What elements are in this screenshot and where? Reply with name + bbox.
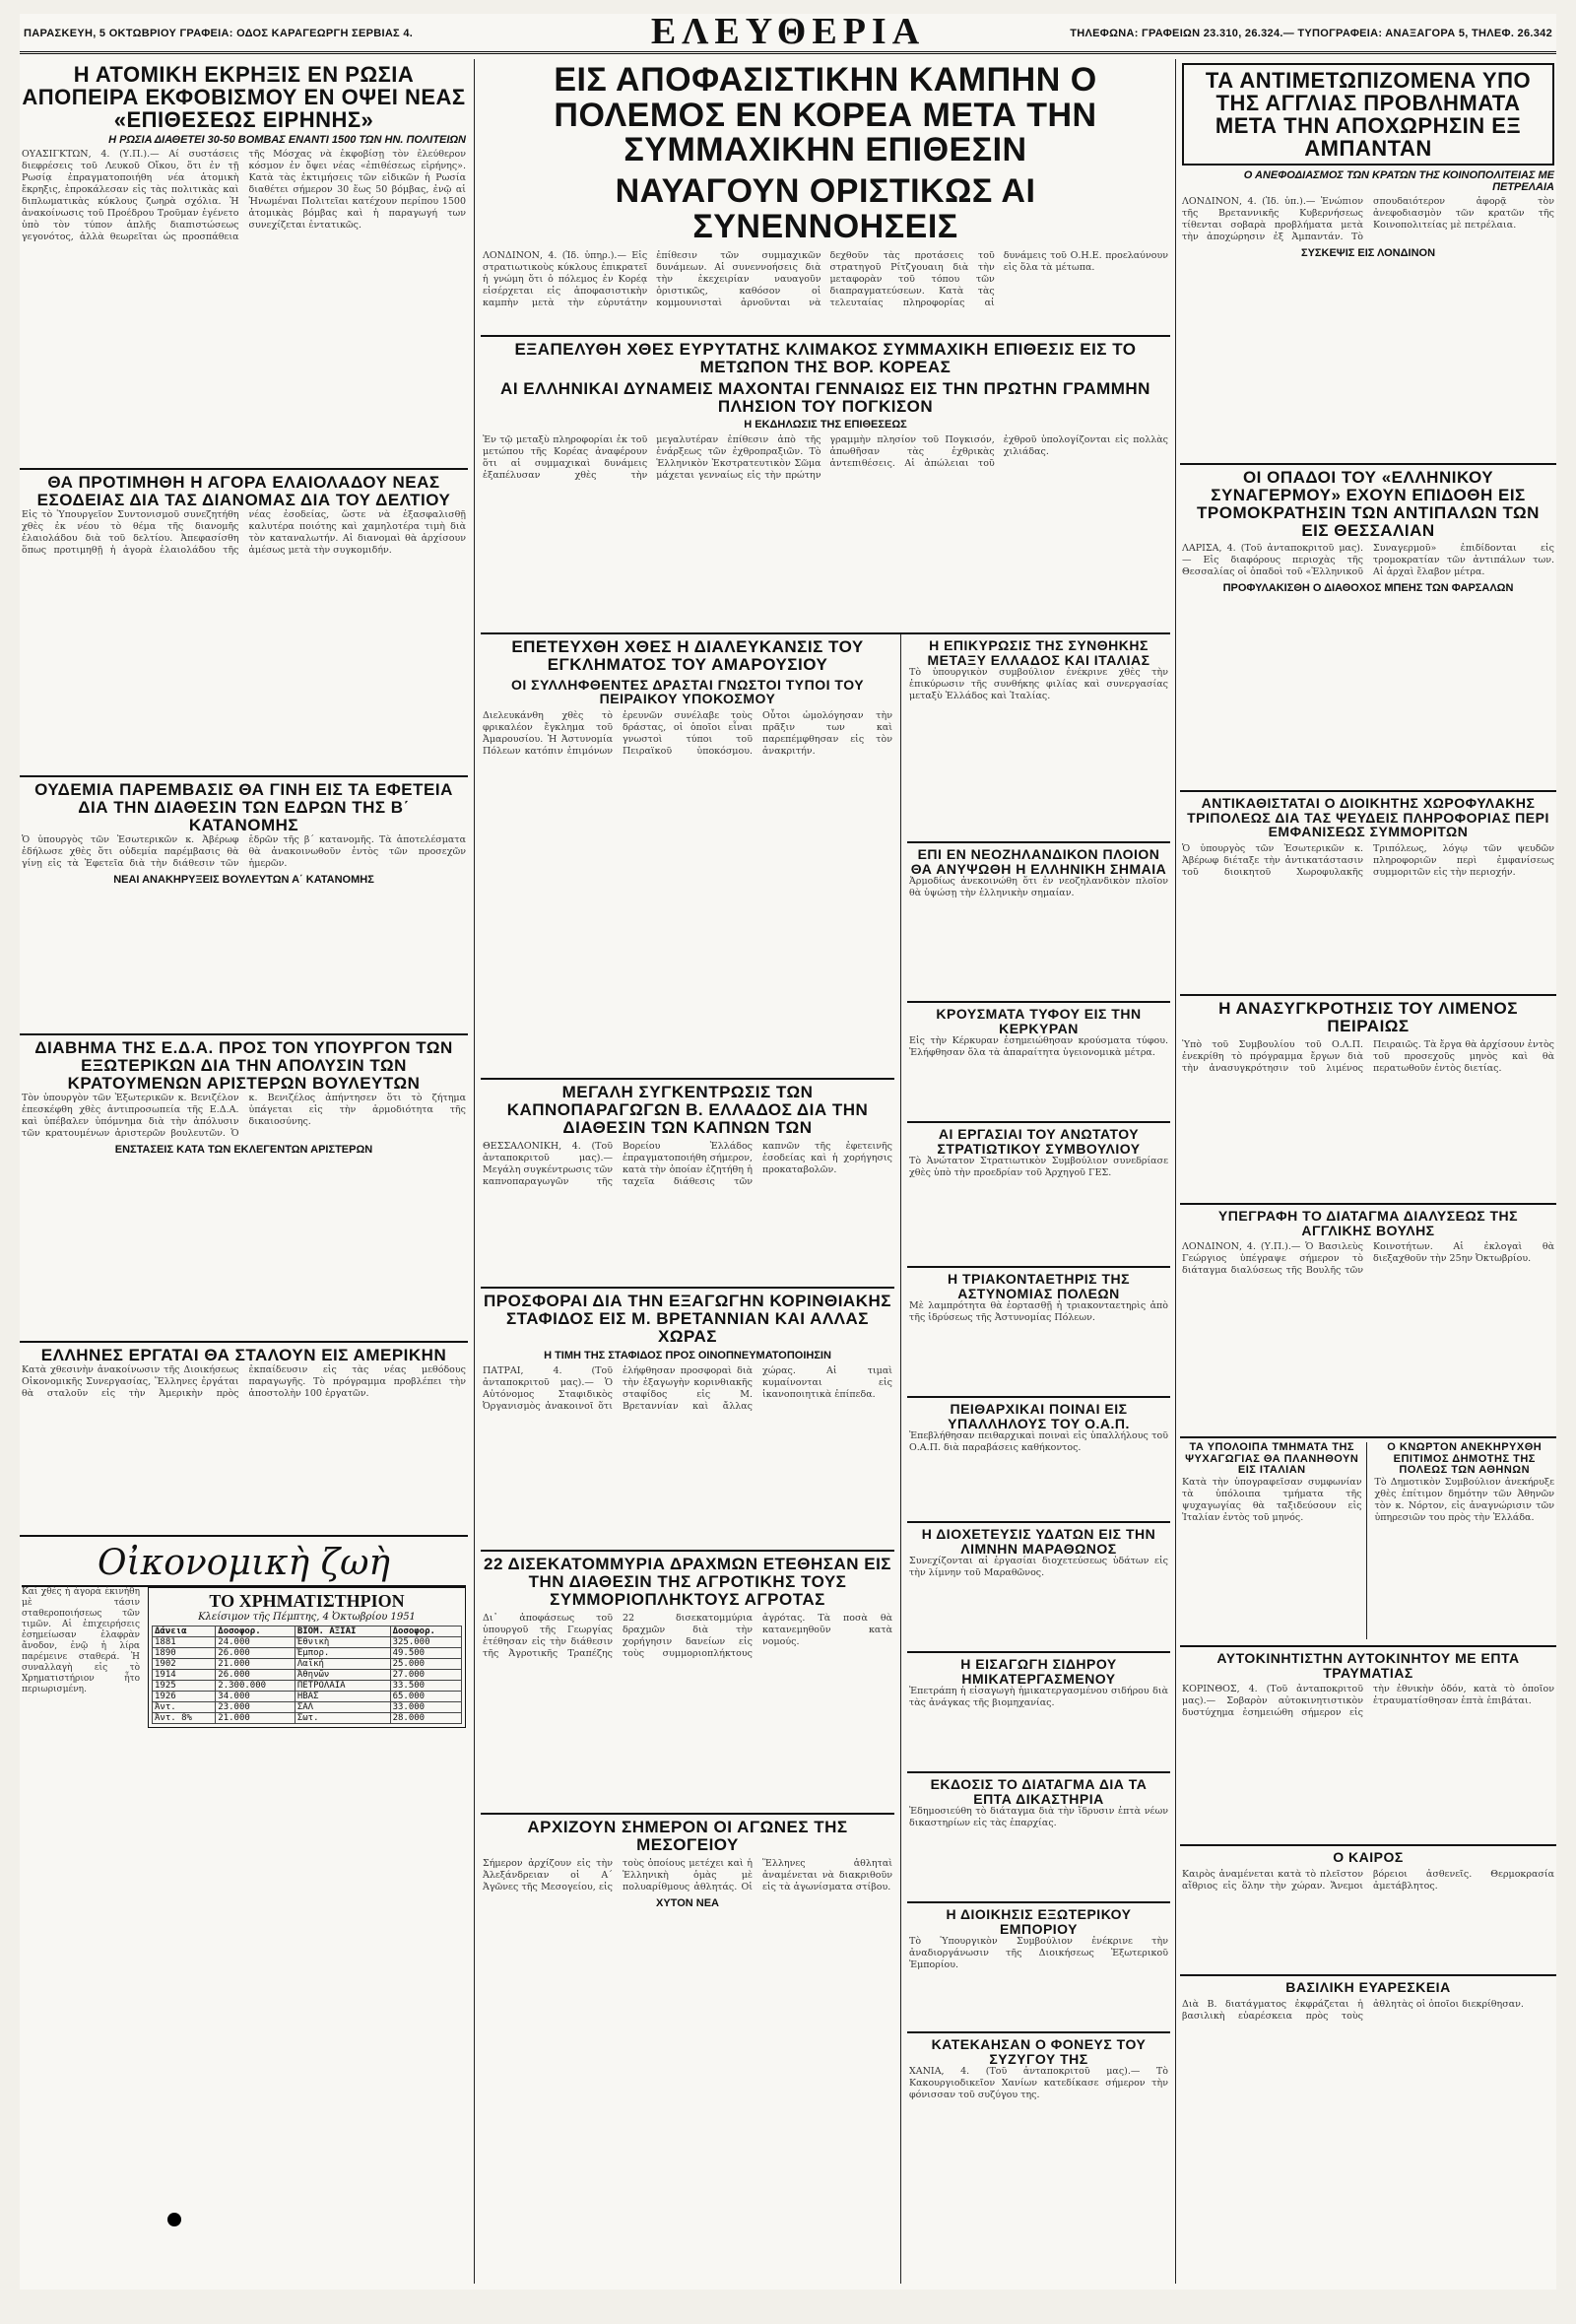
article-body: Τὸ Ἀνώτατον Στρατιωτικὸν Συμβούλιον συνεδρίασε χθὲς ὑπὸ τὴν προεδρίαν τοῦ Ἀρχηγοῦ ΓΕΣ. — [909, 1156, 1168, 1179]
article-body: Ἐδημοσιεύθη τὸ διάταγμα διὰ τὴν ἵδρυσιν ἑπτὰ νέων δικαστηρίων εἰς τὰς ἐπαρχίας. — [909, 1806, 1168, 1829]
table-cell: 34.000 — [216, 1692, 296, 1702]
article-body: Κατὰ χθεσινὴν ἀνακοίνωσιν τῆς Διοικήσεως Οἰκονομικῆς Συνεργασίας, Ἕλληνες ἐργάται θὰ σταλοῦν εἰς τὴν Ἀμερικὴν πρὸς ἐκπαίδευσιν εἰς τὰς νέας μεθόδους παραγωγῆς. Τὸ πρόγραμμα προβλέπει τὴν ἀποστολὴν 100 ἐργατῶν. — [22, 1363, 466, 1399]
article-royal-commendation — [1180, 1976, 1556, 2114]
headline: ΕΞΑΠΕΛΥΘΗ ΧΘΕΣ ΕΥΡΥΤΑΤΗΣ ΚΛΙΜΑΚΟΣ ΣΥΜΜΑΧΙΚΗ ΕΠΙΘΕΣΙΣ ΕΙΣ ΤΟ ΜΕΤΩΠΟΝ ΤΗΣ ΒΟΡ. ΚΟΡΕΑΣ — [514, 340, 1137, 376]
economic-text: Καὶ χθὲς ἡ ἀγορὰ ἐκινήθη μὲ τάσιν σταθεροποιήσεως τῶν τιμῶν. Αἱ ἐπιχειρήσεις ἐσημείωσαν ἐλαφρὰν ἄνοδον, ἐνῷ ἡ λίρα παρέμεινε σταθερά. Ἡ συναλλαγὴ εἰς τὸ Χρηματιστήριον ἦτο περιωρισμένη. — [22, 1587, 140, 1694]
article-body: ΟΥΑΣΙΓΚΤΩΝ, 4. (Υ.Π.).— Αί συστάσεις διεφρέσεις τοῦ Λευκοῦ Οἴκου, ὅτι ἐν τῇ Ρωσίᾳ ἐπραγματοποιήθη νέα ἀτομικὴ ἔκρηξις, ἐπροκάλεσαν εἰς τὰς πολιτικὰς καὶ διπλωματικὰς κύκλους ζωηρὰ σχόλια. Ἡ ἀνακοίνωσις τοῦ Προέδρου Τροῦμαν ἐγένετο ὑπὸ τὸν τύπον ἀπλῆς διαπιστώσεως γεγονότος, ἀλλὰ θεωρεῖται ὡς προσπάθεια τῆς Μόσχας νὰ ἐκφοβίσῃ τὸν ἐλεύθερον κόσμον ἐν ὄψει νέας «ἐπιθέσεως εἰρήνης». Κατὰ τὰς ἐκτιμήσεις τῶν εἰδικῶν ἡ Ρωσία διαθέτει σήμερον 30 ἕως 50 βόμβας, ἐνῷ αἱ Ἡνωμέναι Πολιτεῖαι κατέχουν περίπου 1500 ἀτομικὰς βόμβας καὶ ἡ παραγωγή των συνεχίζεται ἐντατικῶς. — [22, 149, 466, 243]
article-body: Ἐπετράπη ἡ εἰσαγωγὴ ἡμικατεργασμένου σιδήρου διὰ τὰς ἀνάγκας τῆς βιομηχανίας. — [909, 1686, 1168, 1709]
article-body: Ἀρμοδίως ἀνεκοινώθη ὅτι ἐν νεοζηλανδικὸν πλοῖον θὰ ὑψώσῃ τὴν ἑλληνικὴν σημαίαν. — [909, 876, 1168, 899]
table-cell: 23.000 — [216, 1702, 296, 1713]
table-header-row — [153, 1627, 462, 1637]
table-cell: 25.000 — [390, 1659, 461, 1670]
table-cell: 1926 — [153, 1692, 216, 1702]
lead-article-korea — [481, 59, 1170, 337]
article-tripoli-gendarmerie — [1180, 792, 1556, 996]
headline: ΕΠΕΤΕΥΧΘΗ ΧΘΕΣ Η ΔΙΑΛΕΥΚΑΝΣΙΣ ΤΟΥ ΕΓΚΛΗΜΑΤΟΣ ΤΟΥ ΑΜΑΡΟΥΣΙΟΥ — [511, 637, 864, 674]
article-body: ΛΟΝΔΙΝΟΝ, 4. (Ἰδ. ὑπηρ.).— Εἰς στρατιωτικοὺς κύκλους ἐπικρατεῖ ἡ γνώμη ὅτι ὁ πόλεμος ἐν Κορέᾳ εἰσέρχεται εἰς ἀποφασιστικὴν καμπὴν μετὰ τὴν εὐρυτάτην ἐπίθεσιν τῶν συμμαχικῶν δυνάμεων. Αἱ συνεννοήσεις διὰ τὴν ἐκεχειρίαν ναυαγοῦν ὁριστικῶς, καθόσον οἱ κομμουνισταὶ ἀρνοῦνται νὰ δεχθοῦν τὰς προτάσεις τοῦ στρατηγοῦ Ρίτζγουαιη διὰ τὴν μεταφορὰν τοῦ τόπου τῶν διαπραγματεύσεων. Κατὰ τὰς τελευταίας πληροφορίας αἱ δυνάμεις τοῦ Ο.Η.Ε. προελαύνουν εἰς ὅλα τὰ μέτωπα. — [483, 250, 1168, 309]
article-body: Κατὰ τὴν ὑπογραφεῖσαν συμφωνίαν τὰ ὑπόλοιπα τμήματα τῆς ψυχαγωγίας θὰ ταξιδεύσουν εἰς Ἰταλίαν ἐντὸς τοῦ μηνός. — [1182, 1476, 1362, 1523]
table-cell: 33.000 — [390, 1702, 461, 1713]
headline: Ο ΚΑΙΡΟΣ — [1333, 1849, 1404, 1865]
table-row — [153, 1713, 462, 1724]
table-cell: Λαϊκή — [295, 1659, 390, 1670]
headline: ΤΑ ΥΠΟΛΟΙΠΑ ΤΜΗΜΑΤΑ ΤΗΣ ΨΥΧΑΓΩΓΙΑΣ ΘΑ ΠΛΑΝΗΘΟΥΝ ΕΙΣ ΙΤΑΛΙΑΝ — [1185, 1441, 1359, 1477]
subheadline: Η ΤΙΜΗ ΤΗΣ ΣΤΑΦΙΔΟΣ ΠΡΟΣ ΟΙΝΟΠΝΕΥΜΑΤΟΠΟΙΗΣΙΝ — [544, 1349, 831, 1361]
ink-blot — [167, 2213, 181, 2226]
headline-secondary: ΟΙ ΣΥΛΛΗΦΘΕΝΤΕΣ ΔΡΑΣΤΑΙ ΓΝΩΣΤΟΙ ΤΥΠΟΙ ΤΟΥ ΠΕΙΡΑΙΚΟΥ ΥΠΟΚΟΣΜΟΥ — [510, 676, 865, 707]
column-rule — [1175, 59, 1176, 2284]
headline: ΜΕΓΑΛΗ ΣΥΓΚΕΝΤΡΩΣΙΣ ΤΩΝ ΚΑΠΝΟΠΑΡΑΓΩΓΩΝ Β. ΕΛΛΑΔΟΣ ΔΙΑ ΤΗΝ ΔΙΑΘΕΣΙΝ ΤΩΝ ΚΑΠΝΩΝ ΤΩΝ — [506, 1083, 869, 1137]
article-body: ΚΟΡΙΝΘΟΣ, 4. (Τοῦ ἀνταποκριτοῦ μας).— Σοβαρὸν αὐτοκινητιστικὸν δυστύχημα ἐσημειώθη σήμερον εἰς τὴν ἐθνικὴν ὁδόν, κατὰ τὸ ὁποῖον ἐτραυματίσθησαν ἑπτὰ ἐπιβάται. — [1182, 1684, 1554, 1719]
headline: ΚΑΤΕΚΑΗΣΑΝ Ο ΦΟΝΕΥΣ ΤΟΥ ΣΥΖΥΓΟΥ ΤΗΣ — [931, 2036, 1147, 2067]
article-body: Συνεχίζονται αἱ ἐργασίαι διοχετεύσεως ὑδάτων εἰς τὴν λίμνην τοῦ Μαραθῶνος. — [909, 1556, 1168, 1579]
table-cell: 1902 — [153, 1659, 216, 1670]
table-cell: 1881 — [153, 1637, 216, 1648]
article-body: Εἰς τὴν Κέρκυραν ἐσημειώθησαν κρούσματα τύφου. Ἐλήφθησαν ὅλα τὰ ἀπαραίτητα ὑγειονομικὰ μέτρα. — [909, 1035, 1168, 1059]
article-marathon-lake — [907, 1523, 1170, 1653]
right-column — [1180, 59, 1556, 2284]
headline-secondary: ΑΙ ΕΛΛΗΝΙΚΑΙ ΔΥΝΑΜΕΙΣ ΜΑΧΟΝΤΑΙ ΓΕΝΝΑΙΩΣ ΕΙΣ ΤΗΝ ΠΡΩΤΗΝ ΓΡΑΜΜΗΝ ΠΛΗΣΙΟΝ ΤΟΥ ΠΟΓΚΙΣΟΝ — [500, 378, 1150, 416]
article-foreign-trade — [907, 1903, 1170, 2033]
table-cell: 1925 — [153, 1681, 216, 1692]
article-body: ΠΑΤΡΑΙ, 4. (Τοῦ ἀνταποκριτοῦ μας).— Ὁ Αὐτόνομος Σταφιδικὸς Ὀργανισμὸς ἀνακοινοῖ ὅτι ἐλήφθησαν προσφοραὶ διὰ τὴν ἐξαγωγὴν κορινθιακῆς σταφίδος εἰς Μ. Βρεταννίαν καὶ ἄλλας χώρας. Αἱ τιμαὶ κυμαίνονται εἰς ἱκανοποιητικὰ ἐπίπεδα. — [483, 1364, 892, 1412]
table-row — [153, 1659, 462, 1670]
column-header: Δάνεια — [153, 1627, 216, 1637]
article-iron-import — [907, 1653, 1170, 1773]
column-header: Δοσοφορ. — [390, 1627, 461, 1637]
column-rule — [474, 59, 475, 2284]
section-title: Οἰκονομικὴ ζωὴ — [22, 1541, 466, 1587]
article-body: Ἐν τῷ μεταξὺ πληροφορίαι ἐκ τοῦ μετώπου τῆς Κορέας ἀναφέρουν ὅτι αἱ συμμαχικαὶ δυνάμεις ἐξαπέλυσαν χθὲς τὴν μεγαλυτέραν ἐπίθεσιν ἀπὸ τῆς ἐνάρξεως τῶν ἐχθροπραξιῶν. Τὸ Ἑλληνικὸν Ἐκστρατευτικὸν Σῶμα μάχεται γενναίως εἰς τὴν πρώτην γραμμὴν πλησίον τοῦ Πογκισόν, ἀπωθῆσαν τὰς ἐχθρικὰς ἀντεπιθέσεις. Αἱ ἀπώλειαι τοῦ ἐχθροῦ ὑπολογίζονται εἰς πολλὰς χιλιάδας. — [483, 434, 1168, 482]
article-body: Τὸ Ὑπουργικὸν Συμβούλιον ἐνέκρινε τὴν ἀναδιοργάνωσιν τῆς Διοικήσεως Ἐξωτερικοῦ Ἐμπορίου. — [909, 1936, 1168, 1971]
table-cell: 28.000 — [390, 1713, 461, 1724]
headline: 22 ΔΙΣΕΚΑΤΟΜΜΥΡΙΑ ΔΡΑΧΜΩΝ ΕΤΕΘΗΣΑΝ ΕΙΣ ΤΗΝ ΔΙΑΘΕΣΙΝ ΤΗΣ ΑΓΡΟΤΙΚΗΣ ΤΟΥΣ ΣΥΜΜΟΡΙΟΠΛΗΚΤΟΥΣ ΑΓΡΟΤΑΣ — [483, 1555, 892, 1609]
table-cell: Ἀντ. 8% — [153, 1713, 216, 1724]
headline: ΥΠΕΓΡΑΦΗ ΤΟ ΔΙΑΤΑΓΜΑ ΔΙΑΛΥΣΕΩΣ ΤΗΣ ΑΓΓΛΙΚΗΣ ΒΟΥΛΗΣ — [1217, 1208, 1519, 1238]
exchange-date: Κλείσιμον τῆς Πέμπτης, 4 Ὀκτωβρίου 1951 — [198, 1612, 416, 1623]
center-column — [481, 59, 1170, 2284]
headline: Η ΑΤΟΜΙΚΗ ΕΚΡΗΞΙΣ ΕΝ ΡΩΣΙΑ ΑΠΟΠΕΙΡΑ ΕΚΦΟΒΙΣΜΟΥ ΕΝ ΟΨΕΙ ΝΕΑΣ «ΕΠΙΘΕΣΕΩΣ ΕΙΡΗΝΗΣ» — [22, 62, 466, 133]
article-police-anniversary — [907, 1268, 1170, 1398]
table-cell: 27.000 — [390, 1670, 461, 1681]
table-cell: 2.300.000 — [216, 1681, 296, 1692]
article-oap-penalties — [907, 1398, 1170, 1523]
article-body: ΧΑΝΙΑ, 4. (Τοῦ ἀνταποκριτοῦ μας).— Τὸ Κακουργιοδικεῖον Χανίων κατεδίκασε σήμερον τὴν φόνισσαν τοῦ συζύγου της. — [909, 2066, 1168, 2101]
table-cell: ΣΑΛ — [295, 1702, 390, 1713]
headline: Η ΔΙΟΧΕΤΕΥΣΙΣ ΥΔΑΤΩΝ ΕΙΣ ΤΗΝ ΛΙΜΝΗΝ ΜΑΡΑΘΩΝΟΣ — [921, 1526, 1156, 1557]
table-cell: Ἐθνικὴ — [295, 1637, 390, 1648]
article-body: Τὸ ὑπουργικὸν συμβούλιον ἐνέκρινε χθὲς τὴν ἐπικύρωσιν τῆς συνθήκης φιλίας καὶ συνεργασίας μεταξὺ Ἑλλάδος καὶ Ἰταλίας. — [909, 667, 1168, 702]
center-lower-right — [901, 634, 1170, 2284]
table-row — [153, 1681, 462, 1692]
lead-headline-secondary: ΝΑΥΑΓΟΥΝ ΟΡΙΣΤΙΚΩΣ ΑΙ ΣΥΝΕΝΝΟΗΣΕΙΣ — [615, 172, 1036, 245]
lead-headline: ΕΙΣ ΑΠΟΦΑΣΙΣΤΙΚΗΝ ΚΑΜΠΗΝ Ο ΠΟΛΕΜΟΣ ΕΝ ΚΟΡΕΑ ΜΕΤΑ ΤΗΝ ΣΥΜΜΑΧΙΚΗΝ ΕΠΙΘΕΣΙΝ — [554, 61, 1097, 169]
article-tobacco-growers — [481, 1080, 894, 1289]
headline: ΔΙΑΒΗΜΑ ΤΗΣ Ε.Δ.Α. ΠΡΟΣ ΤΟΝ ΥΠΟΥΡΓΟΝ ΤΩΝ ΕΞΩΤΕΡΙΚΩΝ ΔΙΑ ΤΗΝ ΑΠΟΛΥΣΙΝ ΤΩΝ ΚΡΑΤΟΥΜΕΝΩΝ ΑΡΙΣΤΕΡΩΝ ΒΟΥΛΕΥΤΩΝ — [34, 1038, 453, 1093]
article-entertainment-italy — [1182, 1442, 1367, 1639]
article-amarousion-crime — [481, 634, 894, 1080]
table-cell: Σωτ. — [295, 1713, 390, 1724]
table-cell: Ἐμπορ. — [295, 1648, 390, 1659]
table-cell: 33.500 — [390, 1681, 461, 1692]
headline: Η ΕΙΣΑΓΩΓΗ ΣΙΔΗΡΟΥ ΗΜΙΚΑΤΕΡΓΑΣΜΕΝΟΥ — [960, 1656, 1117, 1687]
headline: ΕΛΛΗΝΕΣ ΕΡΓΑΤΑΙ ΘΑ ΣΤΑΛΟΥΝ ΕΙΣ ΑΜΕΡΙΚΗΝ — [40, 1346, 447, 1364]
table-cell: ΠΕΤΡΟΛΑΙΑ — [295, 1681, 390, 1692]
table-cell: 26.000 — [216, 1670, 296, 1681]
table-cell: 1914 — [153, 1670, 216, 1681]
table-cell: Ἀθηνῶν — [295, 1670, 390, 1681]
table-row — [153, 1702, 462, 1713]
headline: ΘΑ ΠΡΟΤΙΜΗΘΗ Η ΑΓΟΡΑ ΕΛΑΙΟΛΑΔΟΥ ΝΕΑΣ ΕΣΟΔΕΙΑΣ ΔΙΑ ΤΑΣ ΔΙΑΝΟΜΑΣ ΔΙΑ ΤΟΥ ΔΕΛΤΙΟΥ — [36, 473, 451, 509]
article-body: Διελευκάνθη χθὲς τὸ φρικαλέον ἔγκλημα τοῦ Ἀμαρουσίου. Ἡ Ἀστυνομία Πόλεων κατόπιν ἐπιμόνων ἐρευνῶν συνέλαβε τοὺς δράστας, οἱ ὁποῖοι εἶναι γνωστοὶ τύποι τοῦ Πειραϊκοῦ ὑποκόσμου. Οὗτοι ὡμολόγησαν τὴν πρᾶξιν των καὶ παρεπέμφθησαν εἰς τὸν ἀνακριτήν. — [483, 710, 892, 758]
article-greece-italy-treaty — [907, 634, 1170, 843]
article-military-council — [907, 1123, 1170, 1268]
article-typhus-corfu — [907, 1003, 1170, 1123]
article-body: Σήμερον ἀρχίζουν εἰς τὴν Ἀλεξάνδρειαν οἱ Α΄ Ἀγῶνες τῆς Μεσογείου, εἰς τοὺς ὁποίους μετέχει καὶ ἡ Ἑλληνικὴ ὁμὰς μὲ πολυαρίθμους ἀθλητάς. Οἱ Ἕλληνες ἀθληταὶ ἀναμένεται νὰ διακριθοῦν εἰς τὰ ἀγωνίσματα στίβου. — [483, 1857, 892, 1892]
article-agricultural-loans — [481, 1552, 894, 1815]
headline: ΟΙ ΟΠΑΔΟΙ ΤΟΥ «ΕΛΛΗΝΙΚΟΥ ΣΥΝΑΓΕΡΜΟΥ» ΕΧΟΥΝ ΕΠΙΔΟΘΗ ΕΙΣ ΤΡΟΜΟΚΡΑΤΗΣΙΝ ΤΩΝ ΑΝΤΙΠΑΛΩΝ ΤΩΝ ΕΙΣ ΘΕΣΣΑΛΙΑΝ — [1197, 468, 1540, 540]
newspaper-page — [20, 11, 1556, 2290]
table-row — [153, 1692, 462, 1702]
article-body: ΘΕΣΣΑΛΟΝΙΚΗ, 4. (Τοῦ ἀνταποκριτοῦ μας).— Μεγάλη συγκέντρωσις τῶν καπνοπαραγωγῶν τῆς Βορείου Ἑλλάδος ἐπραγματοποιήθη σήμερον, κατὰ τὴν ὁποίαν ἐζητήθη ἡ ταχεῖα διάθεσις τῶν καπνῶν τῆς ἐφετεινῆς ἐσοδείας καὶ ἡ χορήγησις προκαταβολῶν. — [483, 1140, 892, 1187]
subheadline: ΧΥΤΟΝ ΝΕΑ — [656, 1896, 719, 1909]
article-atomic-explosion — [20, 59, 468, 470]
article-body: Τὸ Δημοτικὸν Συμβούλιον ἀνεκήρυξε χθὲς ἐπίτιμον δημότην τῶν Ἀθηνῶν τὸν κ. Νόρτον, εἰς ἀναγνώρισιν τῶν ὑπηρεσιῶν του πρὸς τὴν Ἑλλάδα. — [1374, 1476, 1554, 1523]
headline: ΕΠΙ ΕΝ ΝΕΟΖΗΛΑΝΔΙΚΟΝ ΠΛΟΙΟΝ ΘΑ ΑΝΥΨΩΘΗ Η ΕΛΛΗΝΙΚΗ ΣΗΜΑΙΑ — [910, 846, 1167, 877]
headline: Η ΤΡΙΑΚΟΝΤΑΕΤΗΡΙΣ ΤΗΣ ΑΣΤΥΝΟΜΙΑΣ ΠΟΛΕΩΝ — [947, 1271, 1131, 1301]
table-cell: 65.000 — [390, 1692, 461, 1702]
article-body: Διὰ Β. διατάγματος ἐκφράζεται ἡ βασιλικὴ εὐαρέσκεια πρὸς τοὺς ἀθλητὰς οἱ ὁποῖοι διεκρίθησαν. — [1182, 1998, 1524, 2022]
table-cell: 21.000 — [216, 1713, 296, 1724]
article-allied-offensive — [481, 337, 1170, 634]
subheadline-secondary: ΣΥΣΚΕΨΙΣ ΕΙΣ ΛΟΝΔΙΝΟΝ — [1300, 247, 1436, 260]
stock-exchange-box — [148, 1587, 466, 1728]
table-row — [153, 1670, 462, 1681]
table-row — [153, 1648, 462, 1659]
twin-articles — [1180, 1438, 1556, 1647]
headline: ΠΡΟΣΦΟΡΑΙ ΔΙΑ ΤΗΝ ΕΞΑΓΩΓΗΝ ΚΟΡΙΝΘΙΑΚΗΣ ΣΤΑΦΙΔΟΣ ΕΙΣ Μ. ΒΡΕΤΑΝΝΙΑΝ ΚΑΙ ΑΛΛΑΣ ΧΩΡΑΣ — [484, 1292, 891, 1346]
table-cell: 26.000 — [216, 1648, 296, 1659]
article-british-parliament — [1180, 1205, 1556, 1438]
exchange-title: ΤΟ ΧΡΗΜΑΤΙΣΤΗΡΙΟΝ — [209, 1591, 405, 1611]
article-body: Καιρὸς ἀναμένεται κατὰ τὸ πλεῖστον αἴθριος εἰς ὅλην τὴν χώραν. Ἄνεμοι βόρειοι ἀσθενεῖς. Θερμοκρασία ἀμετάβλητος. — [1182, 1868, 1554, 1892]
headline: Η ΑΝΑΣΥΓΚΡΟΤΗΣΙΣ ΤΟΥ ΛΙΜΕΝΟΣ ΠΕΙΡΑΙΩΣ — [1218, 999, 1518, 1035]
article-norton-honorary — [1375, 1442, 1555, 1639]
article-car-accident — [1180, 1647, 1556, 1846]
subheadline: ΠΡΟΦΥΛΑΚΙΣΘΗ Ο ΔΙΑΘΟΧΟΣ ΜΠΕΗΣ ΤΩΝ ΦΑΡΣΑΛΩΝ — [1222, 582, 1514, 595]
table-cell: 325.000 — [390, 1637, 461, 1648]
table-cell: 21.000 — [216, 1659, 296, 1670]
article-thessaly-terror — [1180, 465, 1556, 792]
article-body: Τὸν ὑπουργὸν τῶν Ἐξωτερικῶν κ. Βενιζέλον ἐπεσκέφθη χθὲς ἀντιπροσωπεία τῆς Ε.Δ.Α. καὶ ὑπέβαλεν ὑπόμνημα διὰ τὴν ἀπόλυσιν τῶν κρατουμένων ἀριστερῶν βουλευτῶν. Ὁ κ. Βενιζέλος ἀπήντησεν ὅτι τὸ ζήτημα ὑπάγεται εἰς τὴν ἁρμοδιότητα τῆς δικαιοσύνης. — [22, 1092, 466, 1139]
article-new-zealand-ship — [907, 843, 1170, 1003]
headline: ΤΑ ΑΝΤΙΜΕΤΩΠΙΖΟΜΕΝΑ ΥΠΟ ΤΗΣ ΑΓΓΛΙΑΣ ΠΡΟΒΛΗΜΑΤΑ ΜΕΤΑ ΤΗΝ ΑΠΟΧΩΡΗΣΙΝ ΕΞ ΑΜΠΑΝΤΑΝ — [1182, 63, 1554, 166]
subheadline: ΕΝΣΤΑΣΕΙΣ ΚΑΤΑ ΤΩΝ ΕΚΛΕΓΕΝΤΩΝ ΑΡΙΣΤΕΡΩΝ — [114, 1143, 373, 1156]
table-cell: Ἀντ. — [153, 1702, 216, 1713]
subheadline: Ο ΑΝΕΦΟΔΙΑΣΜΟΣ ΤΩΝ ΚΡΑΤΩΝ ΤΗΣ ΚΟΙΝΟΠΟΛΙΤΕΙΑΣ ΜΕ ΠΕΤΡΕΛΑΙΑ — [1243, 169, 1554, 194]
newspaper-title: ΕΛΕΥΘΕΡΙΑ — [650, 11, 926, 52]
headline: ΑΡΧΙΖΟΥΝ ΣΗΜΕΡΟΝ ΟΙ ΑΓΩΝΕΣ ΤΗΣ ΜΕΣΟΓΕΙΟΥ — [527, 1818, 848, 1854]
exchange-table — [152, 1626, 462, 1724]
subheadline: ΝΕΑΙ ΑΝΑΚΗΡΥΞΕΙΣ ΒΟΥΛΕΥΤΩΝ Α΄ ΚΑΤΑΝΟΜΗΣ — [113, 873, 374, 886]
article-body: Ὁ ὑπουργὸς τῶν Ἐσωτερικῶν κ. Ἀβέρωφ διέταξε τὴν ἀντικατάστασιν τοῦ διοικητοῦ Χωροφυλακῆς Τριπόλεως, λόγῳ τῶν ψευδῶν πληροφοριῶν περὶ ἐμφανίσεως συμμοριτῶν εἰς τὴν περιοχήν. — [1182, 843, 1554, 879]
article-greek-workers — [20, 1343, 468, 1537]
article-courts — [20, 777, 468, 1035]
article-body: ΛΟΝΔΙΝΟΝ, 4. (Υ.Π.).— Ὁ Βασιλεὺς Γεώργιος ὑπέγραψε σήμερον τὸ διάταγμα διαλύσεως τῆς Βουλῆς τῶν Κοινοτήτων. Αἱ ἐκλογαὶ θὰ διεξαχθοῦν τὴν 25ην Ὀκτωβρίου. — [1182, 1241, 1554, 1277]
article-body: ΛΑΡΙΣΑ, 4. (Τοῦ ἀνταποκριτοῦ μας).— Εἰς διαφόρους περιοχὰς τῆς Θεσσαλίας οἱ ὀπαδοὶ τοῦ «Ἑλληνικοῦ Συναγερμοῦ» ἐπιδίδονται εἰς τρομοκρατίαν τῶν ἀντιπάλων των. Αἱ ἀρχαὶ ἔλαβον μέτρα. — [1182, 543, 1554, 578]
article-body: Ἐπεβλήθησαν πειθαρχικαὶ ποιναὶ εἰς ὑπαλλήλους τοῦ Ο.Α.Π. διὰ παραβάσεις καθήκοντος. — [909, 1430, 1168, 1454]
headline: ΑΝΤΙΚΑΘΙΣΤΑΤΑΙ Ο ΔΙΟΙΚΗΤΗΣ ΧΩΡΟΦΥΛΑΚΗΣ ΤΡΙΠΟΛΕΩΣ ΔΙΑ ΤΑΣ ΨΕΥΔΕΙΣ ΠΛΗΡΟΦΟΡΙΑΣ ΠΕΡΙ ΕΜΦΑΝΙΣΕΩΣ ΣΥΜΜΟΡΙΤΩΝ — [1187, 795, 1549, 840]
table-cell: 24.000 — [216, 1637, 296, 1648]
article-eda-demarche — [20, 1035, 468, 1343]
column-header: Δοσοφορ. — [216, 1627, 296, 1637]
headline: ΠΕΙΘΑΡΧΙΚΑΙ ΠΟΙΝΑΙ ΕΙΣ ΥΠΑΛΛΗΛΟΥΣ ΤΟΥ Ο.Α.Π. — [948, 1401, 1130, 1431]
headline: ΑΙ ΕΡΓΑΣΙΑΙ ΤΟΥ ΑΝΩΤΑΤΟΥ ΣΤΡΑΤΙΩΤΙΚΟΥ ΣΥΜΒΟΥΛΙΟΥ — [937, 1126, 1141, 1157]
headline: ΚΡΟΥΣΜΑΤΑ ΤΥΦΟΥ ΕΙΣ ΤΗΝ ΚΕΡΚΥΡΑΝ — [936, 1006, 1142, 1036]
headline: Ο ΚΝΩΡΤΟΝ ΑΝΕΚΗΡΥΧΘΗ ΕΠΙΤΙΜΟΣ ΔΗΜΟΤΗΣ ΤΗΣ ΠΟΛΕΩΣ ΤΩΝ ΑΘΗΝΩΝ — [1387, 1441, 1543, 1477]
table-row — [153, 1637, 462, 1648]
center-lower — [481, 634, 1170, 2284]
table-cell: 49.500 — [390, 1648, 461, 1659]
article-weather — [1180, 1846, 1556, 1976]
article-currant-export — [481, 1289, 894, 1552]
article-body: Ὁ ὑπουργὸς τῶν Ἐσωτερικῶν κ. Ἀβέρωφ ἐδήλωσε χθὲς ὅτι οὐδεμία παρέμβασις θὰ γίνῃ εἰς τὰ Ἐφετεῖα διὰ τὴν διάθεσιν τῶν ἑδρῶν τῆς β΄ κατανομῆς. Τὰ ἀποτελέσματα θὰ ἀνακοινωθοῦν ἐντὸς τῶν προσεχῶν ἡμερῶν. — [22, 833, 466, 869]
article-piraeus-port — [1180, 996, 1556, 1205]
article-body: ΛΟΝΔΙΝΟΝ, 4. (Ἰδ. ὑπ.).— Ἐνώπιον τῆς Βρεταννικῆς Κυβερνήσεως τίθενται σοβαρὰ προβλήματα μετὰ τὴν ἀποχώρησιν ἐξ Ἀμπαντάν. Τὸ σπουδαιότερον ἀφορᾷ τὸν ἀνεφοδιασμὸν τῶν κρατῶν τῆς Κοινοπολιτείας μὲ πετρέλαια. — [1182, 196, 1554, 243]
headline: Η ΕΠΙΚΥΡΩΣΙΣ ΤΗΣ ΣΥΝΘΗΚΗΣ ΜΕΤΑΞΥ ΕΛΛΑΔΟΣ ΚΑΙ ΙΤΑΛΙΑΣ — [927, 637, 1150, 668]
headline: ΒΑΣΙΛΙΚΗ ΕΥΑΡΕΣΚΕΙΑ — [1285, 1979, 1451, 1995]
masthead-date-address: ΠΑΡΑΣΚΕΥΗ, 5 ΟΚΤΩΒΡΙΟΥ ΓΡΑΦΕΙΑ: ΟΔΟΣ ΚΑΡΑΓΕΩΡΓΗ ΣΕΡΒΙΑΣ 4. — [24, 28, 414, 39]
headline: Η ΔΙΟΙΚΗΣΙΣ ΕΞΩΤΕΡΙΚΟΥ ΕΜΠΟΡΙΟΥ — [946, 1906, 1132, 1937]
headline: ΟΥΔΕΜΙΑ ΠΑΡΕΜΒΑΣΙΣ ΘΑ ΓΙΝΗ ΕΙΣ ΤΑ ΕΦΕΤΕΙΑ ΔΙΑ ΤΗΝ ΔΙΑΘΕΣΙΝ ΤΩΝ ΕΔΡΩΝ ΤΗΣ Β΄ ΚΑΤΑΝΟΜΗΣ — [34, 780, 453, 834]
table-cell: ΗΒΑΣ — [295, 1692, 390, 1702]
table-cell: 1890 — [153, 1648, 216, 1659]
economic-life-section — [20, 1537, 468, 2059]
masthead-phones: ΤΗΛΕΦΩΝΑ: ΓΡΑΦΕΙΩΝ 23.310, 26.324.— ΤΥΠΟΓΡΑΦΕΙΑ: ΑΝΑΞΑΓΟΡΑ 5, ΤΗΛΕΦ. 26.342 — [1070, 28, 1552, 39]
article-seven-courts — [907, 1773, 1170, 1903]
article-body: Ὑπὸ τοῦ Συμβουλίου τοῦ Ο.Λ.Π. ἐνεκρίθη τὸ πρόγραμμα ἔργων διὰ τὴν ἀνασυγκρότησιν τοῦ λιμένος Πειραιῶς. Τὰ ἔργα θὰ ἀρχίσουν ἐντὸς τοῦ προσεχοῦς μηνὸς καὶ θὰ περατωθοῦν ἐντὸς διετίας. — [1182, 1038, 1554, 1074]
article-olive-oil — [20, 470, 468, 777]
left-column — [20, 59, 468, 2284]
article-body: Δι᾿ ἀποφάσεως τοῦ ὑπουργοῦ τῆς Γεωργίας ἐτέθησαν εἰς τὴν διάθεσιν τῆς Ἀγροτικῆς Τραπέζης 22 δισεκατομμύρια δραχμῶν διὰ τὴν χορήγησιν δανείων εἰς τοὺς συμμοριοπλήκτους ἀγρότας. Τὰ ποσὰ θὰ κατανεμηθοῦν κατὰ νομούς. — [483, 1612, 892, 1659]
article-mediterranean-games — [481, 1815, 894, 2284]
masthead — [20, 11, 1556, 54]
headline: ΕΚΔΟΣΙΣ ΤΟ ΔΙΑΤΑΓΜΑ ΔΙΑ ΤΑ ΕΠΤΑ ΔΙΚΑΣΤΗΡΙΑ — [930, 1776, 1148, 1807]
article-body: Μὲ λαμπρότητα θὰ ἑορτασθῇ ἡ τριακονταετηρὶς ἀπὸ τῆς ἱδρύσεως τῆς Ἀστυνομίας Πόλεων. — [909, 1300, 1168, 1324]
center-lower-left — [481, 634, 901, 2284]
headline: ΑΥΤΟΚΙΝΗΤΙΣΤΗΝ ΑΥΤΟΚΙΝΗΤΟΥ ΜΕ ΕΠΤΑ ΤΡΑΥΜΑΤΙΑΣ — [1216, 1650, 1520, 1681]
article-abadan — [1180, 59, 1556, 465]
article-chania-verdict — [907, 2033, 1170, 2191]
article-body: Εἰς τὸ Ὑπουργεῖον Συντονισμοῦ συνεζητήθη χθὲς ἐκ νέου τὸ θέμα τῆς διανομῆς ἐλαιολάδου διὰ τοῦ δελτίου. Ἀπεφασίσθη ὅπως προτιμηθῇ ἡ ἀγορὰ ἐλαιολάδου τῆς νέας ἐσοδείας, ὥστε νὰ ἐξασφαλισθῇ καλυτέρα ποιότης καὶ χαμηλοτέρα τιμὴ διὰ τὸν καταναλωτήν. Αἱ διανομαὶ θὰ ἀρχίσουν ἀμέσως μετὰ τὴν συγκομιδήν. — [22, 508, 466, 556]
subheadline: Η ΡΩΣΙΑ ΔΙΑΘΕΤΕΙ 30-50 ΒΟΜΒΑΣ ΕΝΑΝΤΙ 1500 ΤΩΝ ΗΝ. ΠΟΛΙΤΕΙΩΝ — [108, 134, 466, 147]
subheadline: Η ΕΚΔΗΛΩΣΙΣ ΤΗΣ ΕΠΙΘΕΣΕΩΣ — [744, 419, 907, 432]
column-header: ΒΙΟΜ. ΑΞΙΑΙ — [295, 1627, 390, 1637]
